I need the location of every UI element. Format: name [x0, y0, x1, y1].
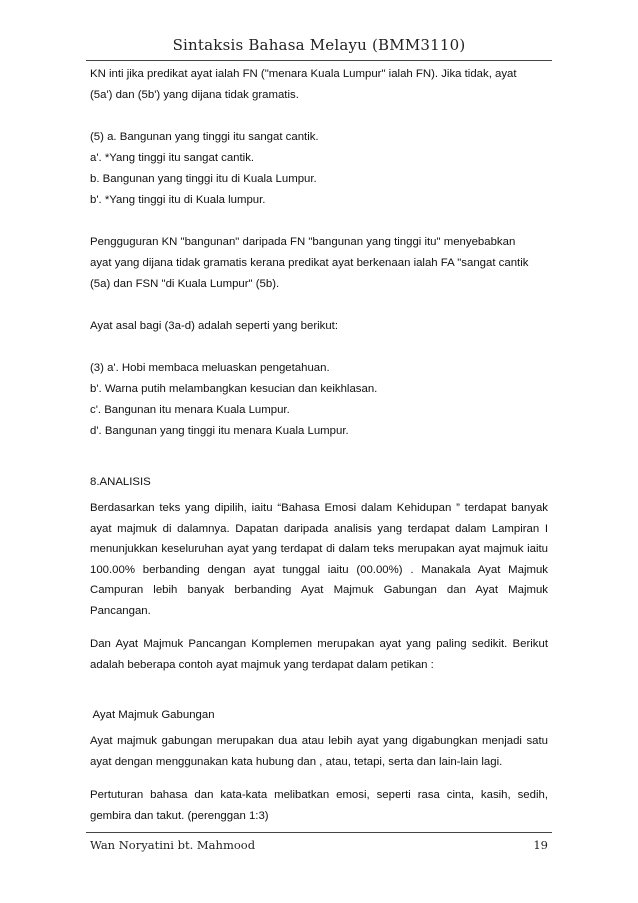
text-line: Pengguguran KN "bangunan" daripada FN "bangunan yang tinggi itu" menyebabkan: [90, 236, 516, 248]
text-line: ayat yang dijana tidak gramatis kerana predikat ayat berkenaan ialah FA "sangat cantik: [90, 257, 529, 269]
example-line: (5) a. Bangunan yang tinggi itu sangat cantik.: [90, 131, 319, 143]
header-rule: [86, 60, 552, 61]
paragraph-gabungan-example: Pertuturan bahasa dan kata-kata melibatkan emosi, seperti rasa cinta, kasih, sedih, gembira dan takut. (perenggan 1:3): [90, 789, 548, 822]
example-line: b'. Warna putih melambangkan kesucian dan keikhlasan.: [90, 383, 378, 395]
example-line: b. Bangunan yang tinggi itu di Kuala Lumpur.: [90, 173, 317, 185]
subheading: Ayat Majmuk Gabungan: [90, 709, 215, 721]
section-heading: 8.ANALISIS: [90, 476, 151, 488]
example-line: a'. *Yang tinggi itu sangat cantik.: [90, 152, 255, 164]
paragraph-gabungan-definition: Ayat majmuk gabungan merupakan dua atau lebih ayat yang digabungkan menjadi satu ayat dengan menggunakan kata hubung dan , atau, tetapi, serta dan lain-lain lagi.: [90, 735, 548, 768]
paragraph-ayat-asal: Ayat asal bagi (3a-d) adalah seperti yang berikut:: [90, 320, 339, 332]
example-line: (3) a'. Hobi membaca meluaskan pengetahuan.: [90, 362, 330, 374]
text-line: (5a) dan FSN "di Kuala Lumpur" (5b).: [90, 278, 280, 290]
footer-rule: [86, 832, 552, 833]
example-line: b'. *Yang tinggi itu di Kuala lumpur.: [90, 194, 266, 206]
example-line: c'. Bangunan itu menara Kuala Lumpur.: [90, 404, 290, 416]
paragraph-pengguguran: [90, 232, 548, 295]
example-3-list: [90, 358, 548, 442]
paragraph-pancangan: Dan Ayat Majmuk Pancangan Komplemen merupakan ayat yang paling sedikit. Berikut adalah beberapa contoh ayat majmuk yang terdapat dalam petikan :: [90, 638, 548, 671]
example-5-list: [90, 127, 548, 211]
page-body: [90, 64, 548, 826]
page-number: 19: [533, 838, 548, 852]
text-line: (5a') dan (5b') yang dijana tidak gramatis.: [90, 89, 299, 101]
example-line: d'. Bangunan yang tinggi itu menara Kuala Lumpur.: [90, 425, 349, 437]
paragraph-kn-inti: [90, 64, 548, 106]
text-line: KN inti jika predikat ayat ialah FN ("menara Kuala Lumpur" ialah FN). Jika tidak, ayat: [90, 68, 517, 80]
footer-author: Wan Noryatini bt. Mahmood: [90, 838, 256, 852]
running-header: Sintaksis Bahasa Melayu (BMM3110): [172, 36, 466, 54]
paragraph-analisis: Berdasarkan teks yang dipilih, iaitu “Bahasa Emosi dalam Kehidupan ” terdapat banyak ayat majmuk di dalamnya. Dapatan daripada analisis yang terdapat dalam Lampiran I menunjukkan keseluruhan ayat yang terdapat di dalam teks merupakan ayat majmuk iaitu 100.00% berbanding dengan ayat tunggal iaitu (00.00%) . Manakala Ayat Majmuk Campuran lebih banyak berbanding Ayat Majmuk Gabungan dan Ayat Majmuk Pancangan.: [90, 502, 548, 617]
